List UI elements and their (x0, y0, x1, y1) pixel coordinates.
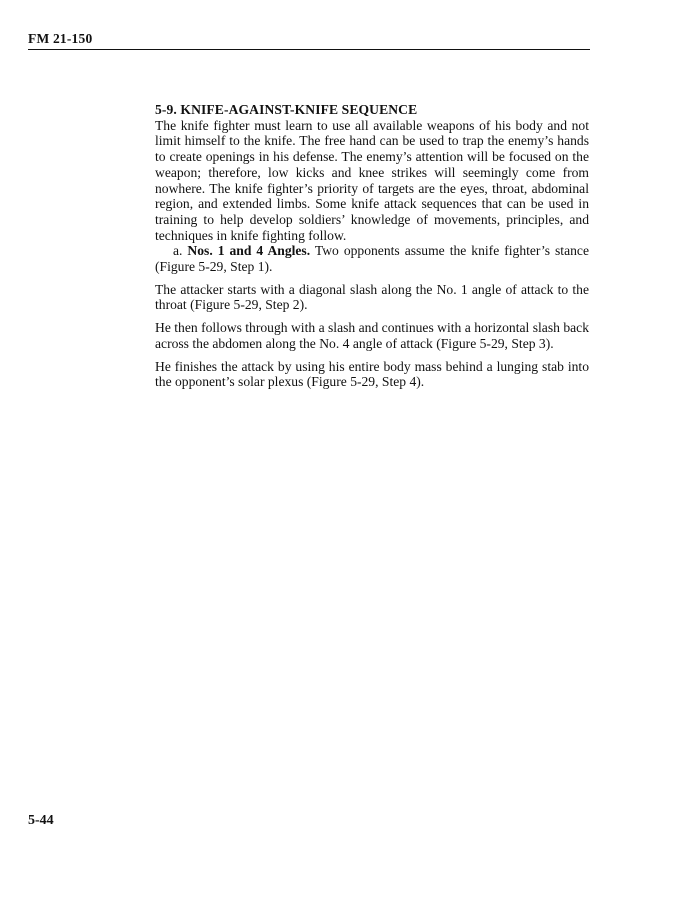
intro-paragraph: The knife fighter must learn to use all available weapons of his body and not limit himself to the knife. The free hand can be used to trap the enemy’s hands to create openings in his defense. The enemy’s attention will be focused on the weapon; therefore, low kicks and knee strikes will seemingly come from nowhere. The knife fighter’s priority of targets are the eyes, throat, abdominal region, and extended limbs. Some knife attack sequences that can be used in training to help develop soldiers’ knowledge of movements, principles, and techniques in knife fighting follow. (155, 117, 589, 243)
subsection-a-text: Two opponents assume the knife fighter’s stance (Figure 5-29, Step 1). (155, 243, 589, 275)
step-paragraph-3: He then follows through with a slash and continues with a horizontal slash back across the abdomen along the No. 4 angle of attack (Figure 5-29, Step 3). (155, 320, 589, 351)
subsection-a-prefix: a. (173, 243, 188, 259)
step-paragraph-4: He finishes the attack by using his entire body mass behind a lunging stab into the opponent’s solar plexus (Figure 5-29, Step 4). (155, 358, 589, 390)
section-title: 5-9. KNIFE-AGAINST-KNIFE SEQUENCE (155, 102, 418, 117)
page-number: 5-44 (28, 813, 54, 828)
header-rule (28, 49, 590, 50)
main-content (155, 102, 589, 390)
subsection-a-paragraph (155, 243, 589, 274)
step-paragraph-2: The attacker starts with a diagonal slash along the No. 1 angle of attack to the throat (Figure 5-29, Step 2). (155, 281, 589, 313)
subsection-a-heading: Nos. 1 and 4 Angles. (187, 243, 311, 259)
running-header: FM 21-150 (28, 31, 93, 46)
